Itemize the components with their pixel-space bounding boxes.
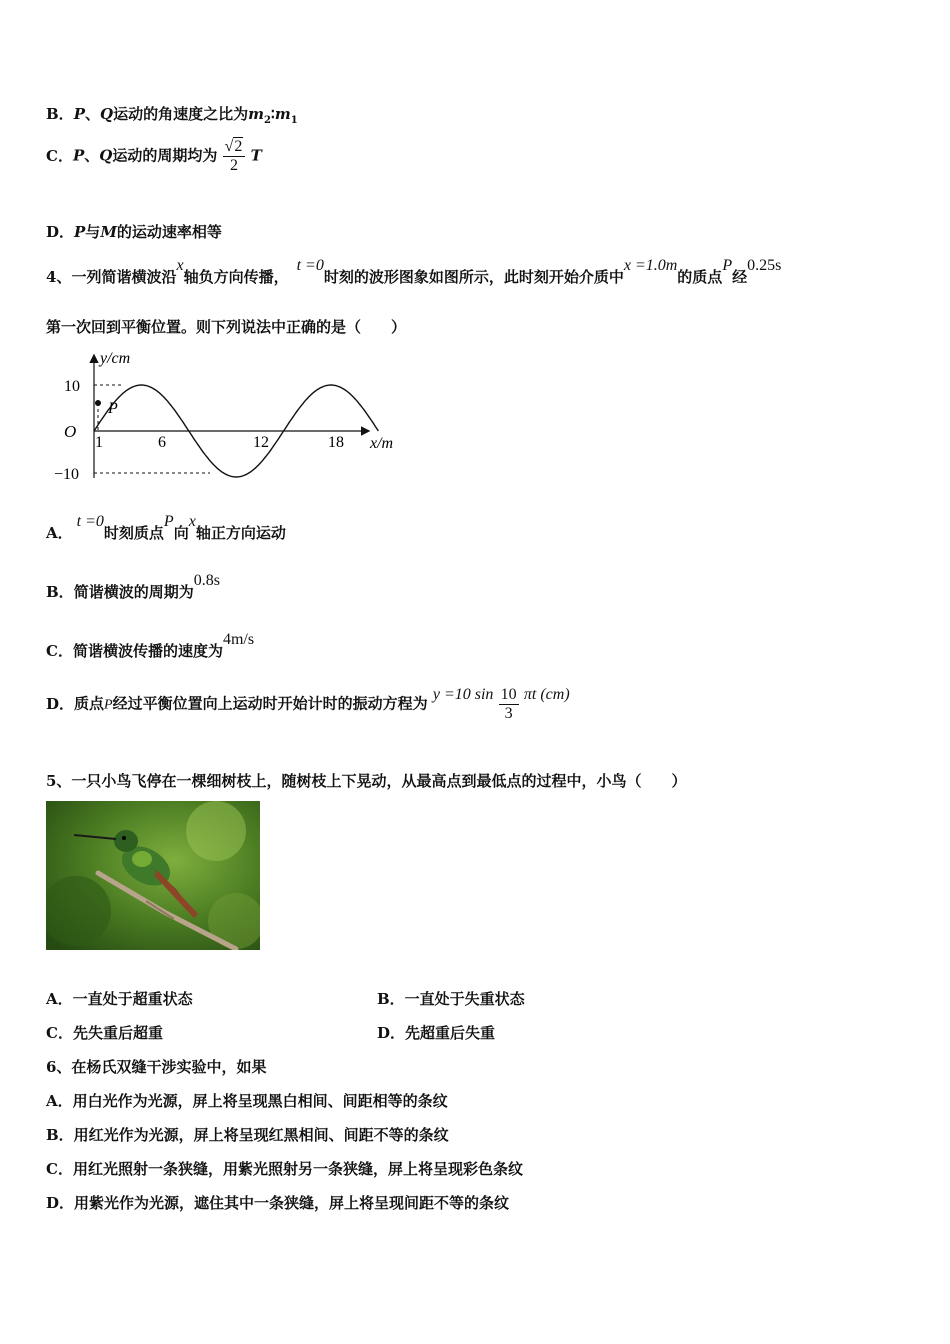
origin-label: O: [64, 422, 77, 441]
q5-option-a: A．一直处于超重状态: [46, 990, 193, 1008]
x-tick-12: 12: [253, 434, 269, 451]
q5-stem: 5、一只小鸟飞停在一棵细树枝上，随树枝上下晃动，从最高点到最低点的过程中，小鸟（ ）: [46, 772, 687, 790]
x-tick-6: 6: [158, 434, 166, 451]
y-axis-label: y/cm: [100, 350, 131, 367]
q4-option-a: A．t =0时刻质点P向x轴正方向运动: [46, 513, 286, 542]
q6-stem: 6、在杨氏双缝干涉实验中，如果: [46, 1058, 267, 1076]
x-tick-1: 1: [95, 434, 103, 451]
q6-option-d: D．用紫光作为光源，遮住其中一条狭缝，屏上将呈现间距不等的条纹: [46, 1194, 510, 1212]
q5-option-d: D．先超重后失重: [377, 1024, 496, 1042]
q4-stem-line2: 第一次回到平衡位置。则下列说法中正确的是（ ）: [46, 318, 407, 336]
q6-option-a: A．用白光作为光源，屏上将呈现黑白相间、间距相等的条纹: [46, 1092, 448, 1110]
q3-option-d: D．P与M的运动速率相等: [46, 223, 222, 241]
q4-stem-line1: 4、一列简谐横波沿x轴负方向传播，t =0时刻的波形图象如图所示，此时刻开始介质中x =1.0m的质点P经0.25s: [46, 257, 782, 286]
point-p: [95, 400, 101, 406]
wave-graph: [50, 348, 410, 488]
hummingbird-photo: [46, 801, 260, 950]
q5-option-c: C．先失重后超重: [46, 1024, 163, 1042]
q3-option-c: C．P、Q运动的周期均为 $\frac{√2}{2}$ T: [46, 138, 262, 174]
q3-option-b: B．P、Q运动的角速度之比为$m_2∶m_1$: [46, 105, 298, 126]
omega-fraction: $\frac{10}{3}$: [500, 686, 517, 722]
y-tick-10: 10: [64, 378, 80, 395]
x-tick-18: 18: [328, 434, 344, 451]
q6-option-c: C．用红光照射一条狭缝，用紫光照射另一条狭缝，屏上将呈现彩色条纹: [46, 1160, 523, 1178]
q4-option-d: D．质点P经过平衡位置向上运动时开始计时的振动方程为 y =10 sin $\frac{10}{3}$ πt (cm): [46, 685, 570, 722]
y-tick-neg10: −10: [54, 466, 80, 483]
q6-option-b: B．用红光作为光源，屏上将呈现红黑相间、间距不等的条纹: [46, 1126, 449, 1144]
q4-option-b: B．简谐横波的周期为0.8s: [46, 572, 220, 601]
period-fraction: $\frac{√2}{2}$: [223, 138, 246, 175]
x-axis-label: x/m: [370, 435, 394, 452]
q4-option-c: C．简谐横波传播的速度为4m/s: [46, 631, 255, 660]
q5-option-b: B．一直处于失重状态: [377, 990, 525, 1008]
point-p-label: P: [108, 400, 118, 417]
